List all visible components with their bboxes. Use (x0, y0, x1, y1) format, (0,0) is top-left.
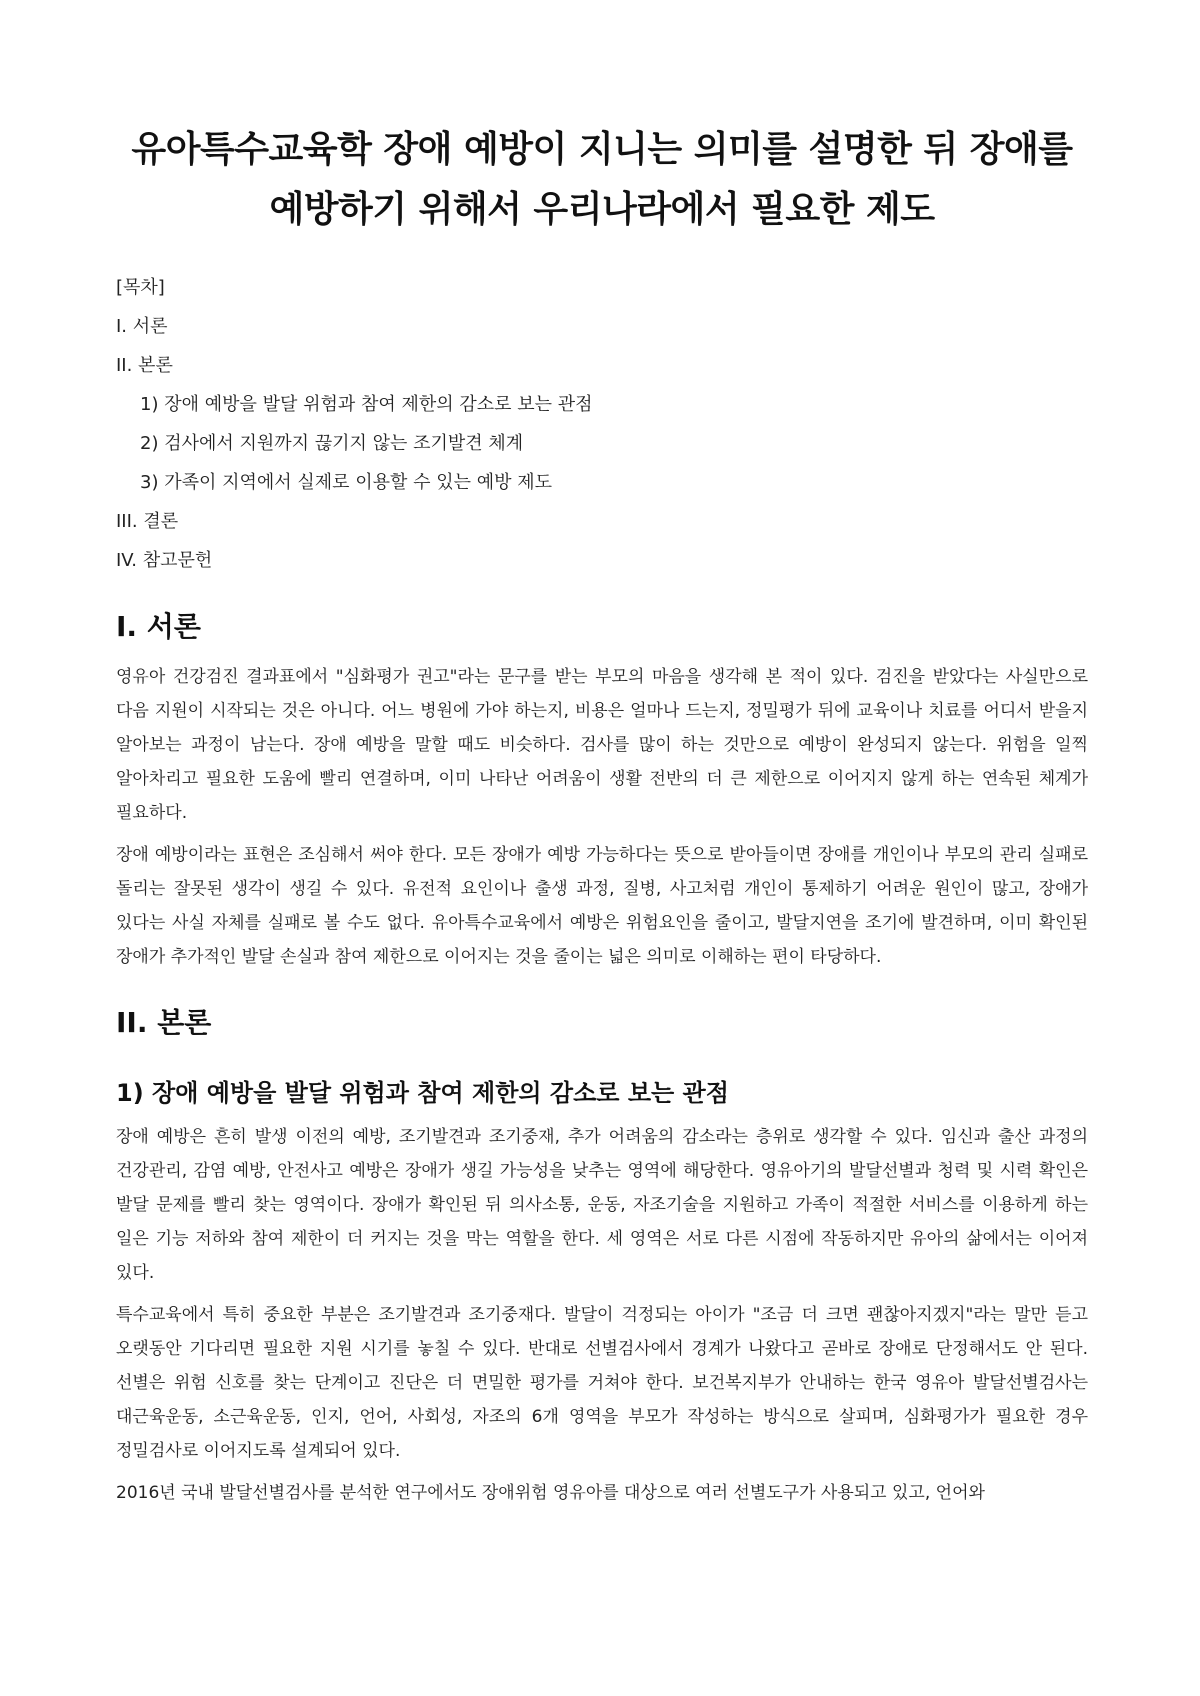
paragraph: 장애 예방은 흔히 발생 이전의 예방, 조기발견과 조기중재, 추가 어려움의 감소라는 층위로 생각할 수 있다. 임신과 출산 과정의 건강관리, 감염 예방, 안전사고 예방은 장애가 생길 가능성을 낮추는 영역에 해당한다. 영유아기의 발달선별과 청력 및 시력 확인은 발달 문제를 빨리 찾는 영역이다. 장애가 확인된 뒤 의사소통, 운동, 자조기술을 지원하고 가족이 적절한 서비스를 이용하게 하는 일은 기능 저하와 참여 제한이 더 커지는 것을 막는 역할을 한다. 세 영역은 서로 다른 시점에 작동하지만 유아의 삶에서는 이어져 있다. (116, 1127, 1088, 1283)
toc-item: I. 서론 (116, 316, 168, 337)
toc-subitem: 2) 검사에서 지원까지 끊기지 않는 조기발견 체계 (140, 433, 524, 454)
document-title (116, 120, 1088, 240)
section-heading-body: II. 본론 (116, 1006, 212, 1039)
subsection-heading: 1) 장애 예방을 발달 위험과 참여 제한의 감소로 보는 관점 (116, 1079, 729, 1107)
document-title-line-1: 유아특수교육학 장애 예방이 지니는 의미를 설명한 뒤 장애를 (131, 129, 1073, 170)
toc-heading: [목차] (116, 277, 165, 298)
document-title-line-2: 예방하기 위해서 우리나라에서 필요한 제도 (269, 189, 935, 230)
toc-subitem: 1) 장애 예방을 발달 위험과 참여 제한의 감소로 보는 관점 (140, 394, 593, 415)
toc-item: IV. 참고문헌 (116, 550, 213, 571)
toc-subitem: 3) 가족이 지역에서 실제로 이용할 수 있는 예방 제도 (140, 472, 553, 493)
paragraph: 영유아 건강검진 결과표에서 "심화평가 권고"라는 문구를 받는 부모의 마음을 생각해 본 적이 있다. 검진을 받았다는 사실만으로 다음 지원이 시작되는 것은 아니다. 어느 병원에 가야 하는지, 비용은 얼마나 드는지, 정밀평가 뒤에 교육이나 치료를 어디서 받을지 알아보는 과정이 남는다. 장애 예방을 말할 때도 비슷하다. 검사를 많이 하는 것만으로 예방이 완성되지 않는다. 위험을 일찍 알아차리고 필요한 도움에 빨리 연결하며, 이미 나타난 어려움이 생활 전반의 더 큰 제한으로 이어지지 않게 하는 연속된 체계가 필요하다. (116, 667, 1088, 823)
table-of-contents (116, 268, 1088, 580)
paragraph: 장애 예방이라는 표현은 조심해서 써야 한다. 모든 장애가 예방 가능하다는 뜻으로 받아들이면 장애를 개인이나 부모의 관리 실패로 돌리는 잘못된 생각이 생길 수 있다. 유전적 요인이나 출생 과정, 질병, 사고처럼 개인이 통제하기 어려운 원인이 많고, 장애가 있다는 사실 자체를 실패로 볼 수도 없다. 유아특수교육에서 예방은 위험요인을 줄이고, 발달지연을 조기에 발견하며, 이미 확인된 장애가 추가적인 발달 손실과 참여 제한으로 이어지는 것을 줄이는 넓은 의미로 이해하는 편이 타당하다. (116, 845, 1088, 967)
toc-item: III. 결론 (116, 511, 179, 532)
paragraph: 특수교육에서 특히 중요한 부분은 조기발견과 조기중재다. 발달이 걱정되는 아이가 "조금 더 크면 괜찮아지겠지"라는 말만 듣고 오랫동안 기다리면 필요한 지원 시기를 놓칠 수 있다. 반대로 선별검사에서 경계가 나왔다고 곧바로 장애로 단정해서도 안 된다. 선별은 위험 신호를 찾는 단계이고 진단은 더 면밀한 평가를 거쳐야 한다. 보건복지부가 안내하는 한국 영유아 발달선별검사는 대근육운동, 소근육운동, 인지, 언어, 사회성, 자조의 6개 영역을 부모가 작성하는 방식으로 살피며, 심화평가가 필요한 경우 정밀검사로 이어지도록 설계되어 있다. (116, 1305, 1088, 1461)
paragraph: 2016년 국내 발달선별검사를 분석한 연구에서도 장애위험 영유아를 대상으로 여러 선별도구가 사용되고 있고, 언어와 (116, 1483, 985, 1503)
toc-item: II. 본론 (116, 355, 173, 376)
section-heading-introduction: I. 서론 (116, 610, 201, 643)
